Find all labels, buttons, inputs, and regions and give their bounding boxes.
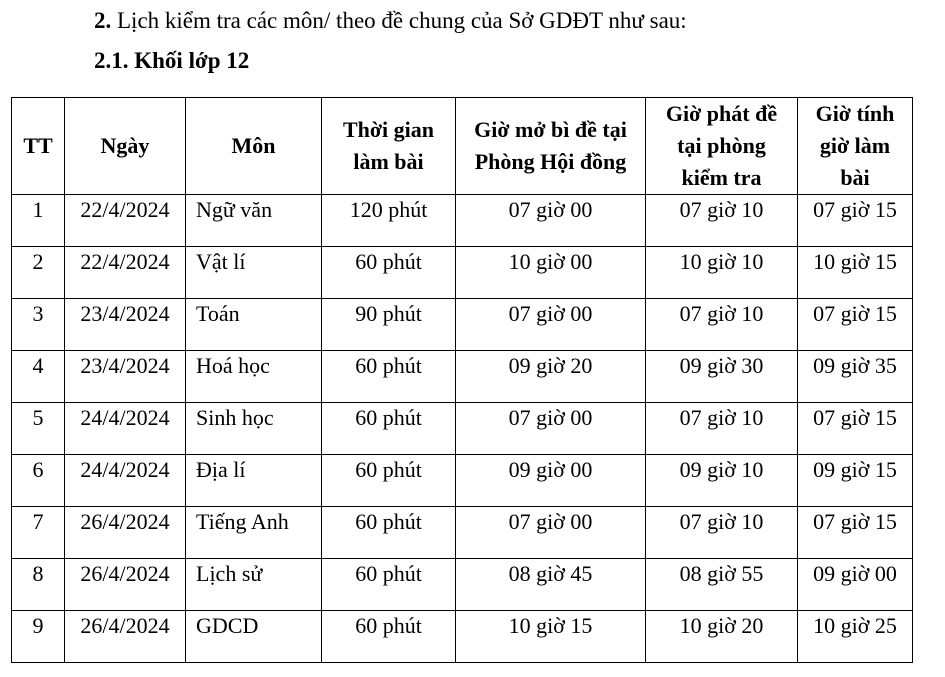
cell-tt: 8	[12, 559, 65, 611]
cell-distribute-time: 07 giờ 10	[646, 195, 798, 247]
cell-subject: Tiếng Anh	[186, 507, 322, 559]
cell-tt: 9	[12, 611, 65, 663]
cell-distribute-time: 10 giờ 20	[646, 611, 798, 663]
header-line: tại phòng	[677, 133, 766, 158]
table-row	[12, 247, 913, 299]
header-line: TT	[23, 133, 53, 158]
table-row	[12, 455, 913, 507]
cell-tt: 6	[12, 455, 65, 507]
cell-duration: 60 phút	[322, 455, 456, 507]
cell-start-time: 10 giờ 25	[798, 611, 913, 663]
header-line: Môn	[231, 133, 276, 158]
header-line: Giờ tính	[815, 101, 895, 126]
cell-date: 26/4/2024	[65, 559, 186, 611]
exam-schedule-table	[11, 97, 913, 663]
cell-start-time: 07 giờ 15	[798, 299, 913, 351]
cell-duration: 120 phút	[322, 195, 456, 247]
cell-tt: 4	[12, 351, 65, 403]
section-number: 2.	[94, 8, 112, 33]
cell-date: 24/4/2024	[65, 455, 186, 507]
cell-open-envelope-time: 09 giờ 20	[456, 351, 646, 403]
cell-open-envelope-time: 07 giờ 00	[456, 195, 646, 247]
cell-tt: 2	[12, 247, 65, 299]
header-line: Thời gian	[342, 117, 435, 142]
cell-tt: 1	[12, 195, 65, 247]
cell-tt: 5	[12, 403, 65, 455]
cell-subject: Toán	[186, 299, 322, 351]
subsection-heading: 2.1. Khối lớp 12	[94, 48, 250, 73]
cell-date: 24/4/2024	[65, 403, 186, 455]
header-line: Ngày	[100, 133, 150, 158]
section-heading	[94, 6, 687, 36]
cell-distribute-time: 08 giờ 55	[646, 559, 798, 611]
cell-subject: Địa lí	[186, 455, 322, 507]
cell-start-time: 09 giờ 35	[798, 351, 913, 403]
cell-start-time: 07 giờ 15	[798, 403, 913, 455]
header-line: giờ làm	[819, 133, 891, 158]
cell-duration: 90 phút	[322, 299, 456, 351]
cell-distribute-time: 09 giờ 30	[646, 351, 798, 403]
table-header-row	[12, 98, 913, 195]
cell-distribute-time: 07 giờ 10	[646, 507, 798, 559]
header-line: Giờ phát đề	[665, 101, 778, 126]
cell-open-envelope-time: 10 giờ 00	[456, 247, 646, 299]
table-row	[12, 299, 913, 351]
cell-date: 26/4/2024	[65, 507, 186, 559]
header-line: làm bài	[353, 149, 424, 174]
cell-open-envelope-time: 10 giờ 15	[456, 611, 646, 663]
cell-distribute-time: 09 giờ 10	[646, 455, 798, 507]
header-open-envelope-time	[456, 98, 646, 195]
cell-start-time: 10 giờ 15	[798, 247, 913, 299]
cell-subject: GDCD	[186, 611, 322, 663]
cell-subject: Lịch sử	[186, 559, 322, 611]
table-row	[12, 507, 913, 559]
cell-duration: 60 phút	[322, 351, 456, 403]
cell-open-envelope-time: 07 giờ 00	[456, 299, 646, 351]
header-line: Giờ mở bì đề tại	[474, 117, 627, 142]
table-row	[12, 195, 913, 247]
header-subject	[186, 98, 322, 195]
cell-duration: 60 phút	[322, 403, 456, 455]
table-row	[12, 611, 913, 663]
header-line: Phòng Hội đồng	[474, 149, 627, 174]
cell-date: 23/4/2024	[65, 299, 186, 351]
cell-date: 22/4/2024	[65, 247, 186, 299]
cell-start-time: 09 giờ 15	[798, 455, 913, 507]
cell-date: 22/4/2024	[65, 195, 186, 247]
cell-open-envelope-time: 07 giờ 00	[456, 507, 646, 559]
header-line: kiểm tra	[681, 165, 762, 190]
cell-subject: Vật lí	[186, 247, 322, 299]
cell-start-time: 07 giờ 15	[798, 507, 913, 559]
header-tt	[12, 98, 65, 195]
cell-distribute-time: 07 giờ 10	[646, 403, 798, 455]
cell-subject: Ngữ văn	[186, 195, 322, 247]
cell-open-envelope-time: 07 giờ 00	[456, 403, 646, 455]
table-row	[12, 403, 913, 455]
cell-duration: 60 phút	[322, 611, 456, 663]
cell-open-envelope-time: 09 giờ 00	[456, 455, 646, 507]
cell-tt: 3	[12, 299, 65, 351]
cell-duration: 60 phút	[322, 507, 456, 559]
cell-start-time: 07 giờ 15	[798, 195, 913, 247]
cell-subject: Hoá học	[186, 351, 322, 403]
cell-tt: 7	[12, 507, 65, 559]
header-duration	[322, 98, 456, 195]
cell-duration: 60 phút	[322, 247, 456, 299]
cell-subject: Sinh học	[186, 403, 322, 455]
section-heading-text: Lịch kiểm tra các môn/ theo đề chung của Sở GDĐT như sau:	[111, 8, 687, 33]
table-row	[12, 559, 913, 611]
cell-duration: 60 phút	[322, 559, 456, 611]
header-start-time	[798, 98, 913, 195]
table-row	[12, 351, 913, 403]
cell-distribute-time: 07 giờ 10	[646, 299, 798, 351]
header-line: bài	[840, 165, 870, 190]
cell-start-time: 09 giờ 00	[798, 559, 913, 611]
cell-open-envelope-time: 08 giờ 45	[456, 559, 646, 611]
cell-distribute-time: 10 giờ 10	[646, 247, 798, 299]
cell-date: 26/4/2024	[65, 611, 186, 663]
header-distribute-time	[646, 98, 798, 195]
cell-date: 23/4/2024	[65, 351, 186, 403]
table-body	[12, 195, 913, 663]
header-date	[65, 98, 186, 195]
